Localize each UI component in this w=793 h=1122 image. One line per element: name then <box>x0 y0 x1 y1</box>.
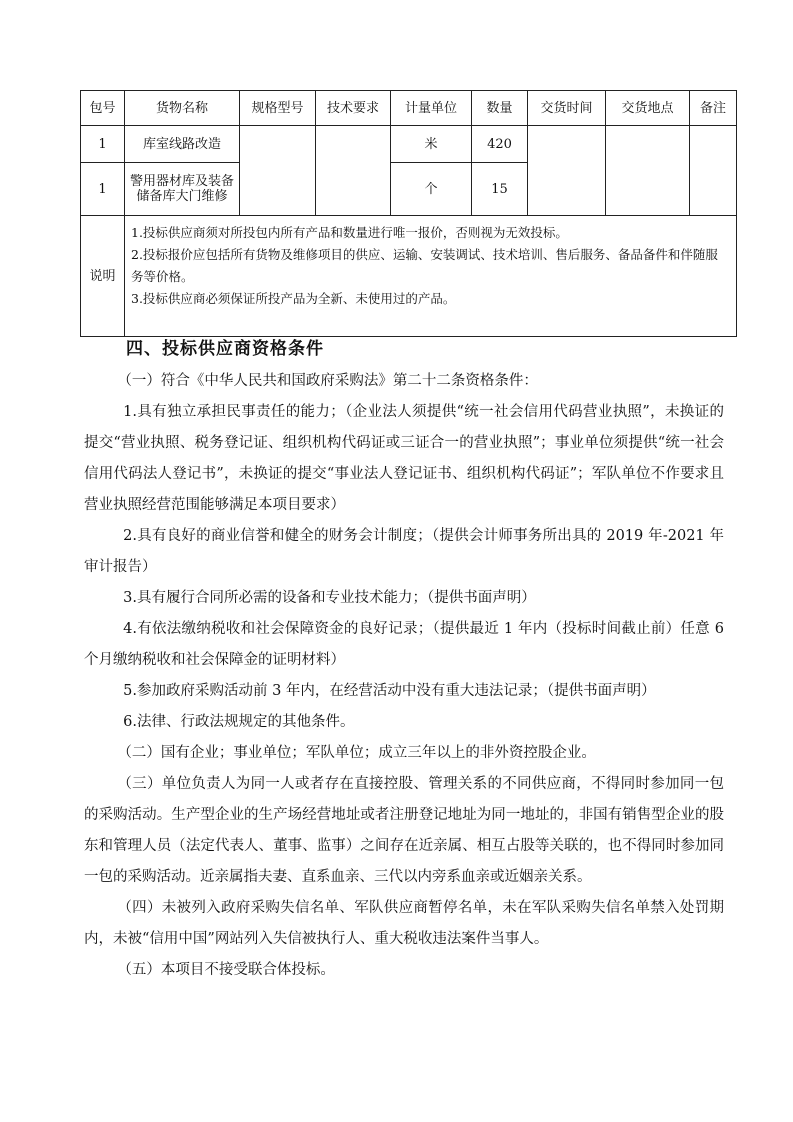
table-header-row <box>81 91 737 126</box>
delivery-place-cell <box>606 126 690 216</box>
header-cell: 包号 <box>81 91 125 126</box>
section-heading: 四、投标供应商资格条件 <box>126 339 324 359</box>
paragraph: （四）未被列入政府采购失信名单、军队供应商暂停名单，未在军队采购失信名单禁入处罚期内，未被“信用中国”网站列入失信被执行人、重大税收违法案件当事人。 <box>84 900 724 947</box>
quantity-cell: 420 <box>472 126 528 163</box>
remark-cell <box>690 126 737 216</box>
package-number-cell: 1 <box>81 126 125 163</box>
spec-cell <box>240 126 316 216</box>
list-item: 3.具有履行合同所必需的设备和专业技术能力；（提供书面声明） <box>123 590 536 606</box>
tech-requirement-cell <box>316 126 391 216</box>
package-number-cell: 1 <box>81 163 125 216</box>
section-body <box>84 366 724 986</box>
list-item: 6.法律、行政法规规定的其他条件。 <box>123 714 355 730</box>
notes-cell <box>125 216 737 337</box>
paragraph: （二）国有企业；事业单位；军队单位；成立三年以上的非外资控股企业。 <box>117 745 596 761</box>
header-cell: 交货时间 <box>528 91 606 126</box>
paragraph: （五）本项目不接受联合体投标。 <box>117 962 335 978</box>
table-row <box>81 126 737 163</box>
quantity-cell: 15 <box>472 163 528 216</box>
list-item: 5.参加政府采购活动前 3 年内，在经营活动中没有重大违法记录；（提供书面声明） <box>123 683 656 699</box>
unit-cell: 米 <box>391 126 472 163</box>
header-cell: 交货地点 <box>606 91 690 126</box>
header-cell: 备注 <box>690 91 737 126</box>
goods-table <box>80 90 737 337</box>
header-cell: 计量单位 <box>391 91 472 126</box>
paragraph: （三）单位负责人为同一人或者存在直接控股、管理关系的不同供应商，不得同时参加同一包的采购活动。生产型企业的生产场经营地址或者注册登记地址为同一地址的，非国有销售型企业的股东和管理人员（法定代表人、董事、监事）之间存在近亲属、相互占股等关联的，也不得同时参加同一包的采购活动。近亲属指夫妻、直系血亲、三代以内旁系血亲或近姻亲关系。 <box>84 776 724 885</box>
header-cell: 货物名称 <box>125 91 240 126</box>
notes-label: 说明 <box>81 216 125 337</box>
goods-name-cell: 库室线路改造 <box>125 126 240 163</box>
paragraph: （一）符合《中华人民共和国政府采购法》第二十二条资格条件： <box>117 373 538 389</box>
note-item: 2.投标报价应包括所有货物及维修项目的供应、运输、安装调试、技术培训、售后服务、备品备件和伴随服务等价格。 <box>131 247 718 284</box>
header-cell: 数量 <box>472 91 528 126</box>
delivery-time-cell <box>528 126 606 216</box>
goods-name-cell: 警用器材库及装备储备库大门维修 <box>125 163 240 216</box>
header-cell: 规格型号 <box>240 91 316 126</box>
list-item: 4.有依法缴纳税收和社会保障资金的良好记录；（提供最近 1 年内（投标时间截止前）任意 6 个月缴纳税收和社会保障金的证明材料） <box>84 621 724 668</box>
unit-cell: 个 <box>391 163 472 216</box>
header-cell: 技术要求 <box>316 91 391 126</box>
list-item: 2.具有良好的商业信誉和健全的财务会计制度；（提供会计师事务所出具的 2019 年-2021 年审计报告） <box>84 528 724 575</box>
notes-row <box>81 216 737 337</box>
list-item: 1.具有独立承担民事责任的能力；（企业法人须提供“统一社会信用代码营业执照”，未换证的提交“营业执照、税务登记证、组织机构代码证或三证合一的营业执照”；事业单位须提供“统一社会信用代码法人登记书”，未换证的提交“事业法人登记证书、组织机构代码证”；军队单位不作要求且营业执照经营范围能够满足本项目要求） <box>84 404 724 513</box>
note-item: 1.投标供应商须对所投包内所有产品和数量进行唯一报价，否则视为无效投标。 <box>131 225 568 240</box>
note-item: 3.投标供应商必须保证所投产品为全新、未使用过的产品。 <box>131 291 456 306</box>
